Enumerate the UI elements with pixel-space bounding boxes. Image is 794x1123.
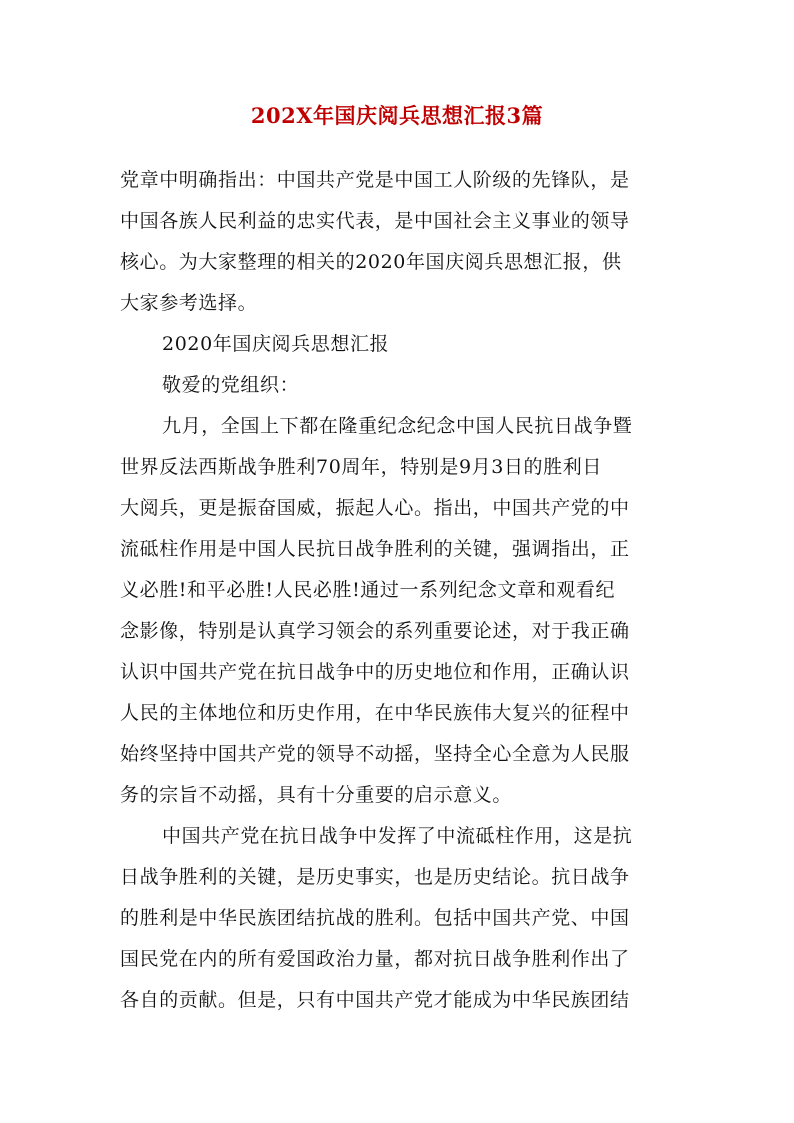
paragraph-line: 流砥柱作用是中国人民抗日战争胜利的关键，强调指出，正 <box>120 538 630 560</box>
paragraph-line: 核心。为大家整理的相关的2020年国庆阅兵思想汇报，供 <box>120 251 622 273</box>
paragraph-line: 国民党在内的所有爱国政治力量，都对抗日战争胜利作出了 <box>120 948 630 970</box>
paragraph-line: 大家参考选择。 <box>120 292 258 314</box>
paragraph-line: 党章中明确指出：中国共产党是中国工人阶级的先锋队，是 <box>120 169 630 191</box>
paragraph-line: 认识中国共产党在抗日战争中的历史地位和作用，正确认识 <box>120 661 630 683</box>
paragraph-line: 九月，全国上下都在隆重纪念纪念中国人民抗日战争暨 <box>162 415 633 437</box>
salutation: 敬爱的党组织： <box>162 374 300 396</box>
paragraph-line: 日战争胜利的关键，是历史事实，也是历史结论。抗日战争 <box>120 866 630 888</box>
section-heading: 2020年国庆阅兵思想汇报 <box>162 333 390 355</box>
paragraph-line: 人民的主体地位和历史作用，在中华民族伟大复兴的征程中 <box>120 702 630 724</box>
paragraph-line: 义必胜!和平必胜!人民必胜!通过一系列纪念文章和观看纪 <box>120 579 616 601</box>
document-title: 202X年国庆阅兵思想汇报3篇 <box>250 103 544 128</box>
paragraph-line: 的胜利是中华民族团结抗战的胜利。包括中国共产党、中国 <box>120 907 630 929</box>
paragraph-line: 中国共产党在抗日战争中发挥了中流砥柱作用，这是抗 <box>162 825 633 847</box>
paragraph-line: 各自的贡献。但是，只有中国共产党才能成为中华民族团结 <box>120 989 630 1011</box>
paragraph-line: 念影像，特别是认真学习领会的系列重要论述，对于我正确 <box>120 620 630 642</box>
paragraph-line: 世界反法西斯战争胜利70周年，特别是9月3日的胜利日 <box>120 456 602 478</box>
document-body <box>120 160 676 1021</box>
paragraph-line: 务的宗旨不动摇，具有十分重要的启示意义。 <box>120 784 513 806</box>
paragraph-line: 大阅兵，更是振奋国威，振起人心。指出，中国共产党的中 <box>120 497 630 519</box>
paragraph-line: 始终坚持中国共产党的领导不动摇，坚持全心全意为人民服 <box>120 743 630 765</box>
paragraph-line: 中国各族人民利益的忠实代表，是中国社会主义事业的领导 <box>120 210 630 232</box>
